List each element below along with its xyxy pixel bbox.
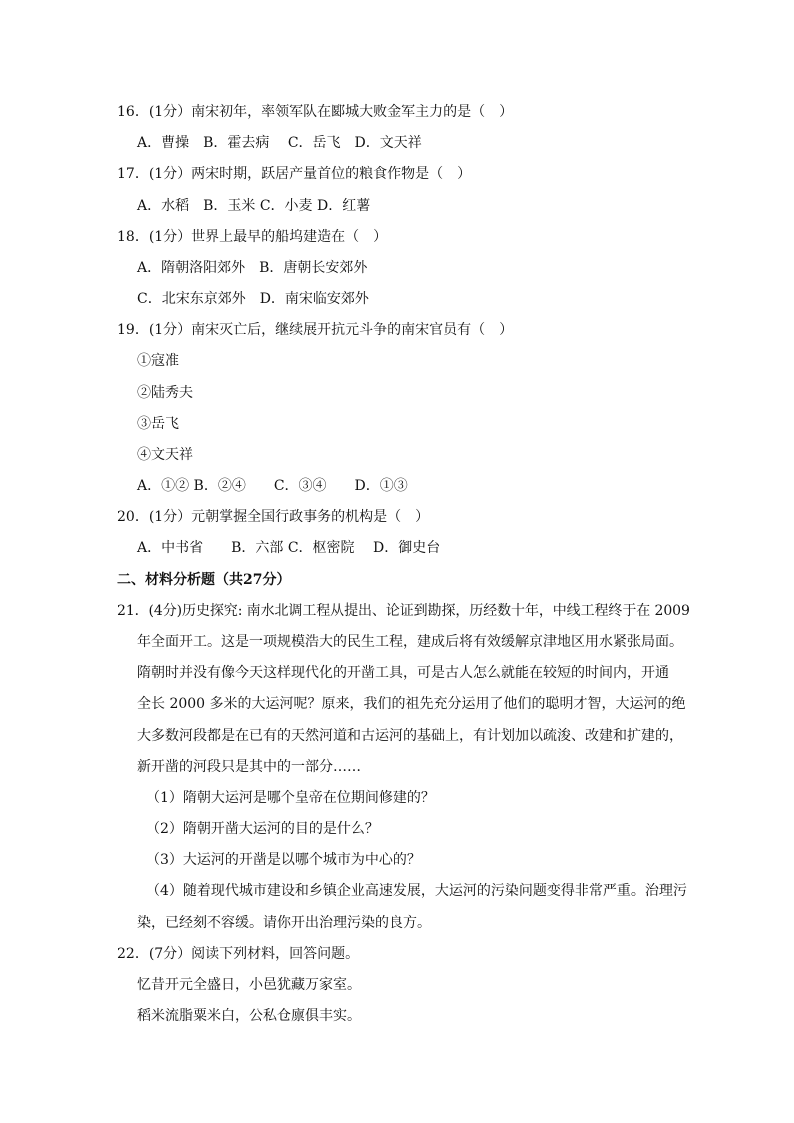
- question-21-subquestion: （2）隋朝开凿大运河的目的是什么？: [146, 821, 379, 837]
- question-21-text-line: 21．(4分)历史探究: 南水北调工程从提出、论证到勘探，历经数十年，中线工程终于在 2009: [117, 603, 690, 619]
- question-19-item: ③岳飞: [137, 416, 179, 432]
- question-18-options-row-1: A．隋朝洛阳郊外 B．唐朝长安郊外: [137, 260, 368, 276]
- question-19-options: A．①② B．②④ C．③④ D．①③: [137, 478, 408, 494]
- question-21-subquestion: （3）大运河的开凿是以哪个城市为中心的？: [146, 852, 421, 868]
- section-heading: 二、材料分析题（共27分）: [117, 572, 291, 588]
- question-22-stem: 22．(7分）阅读下列材料，回答问题。: [117, 946, 360, 962]
- question-20-options: A．中书省 B．六部 C．枢密院 D．御史台: [137, 540, 441, 556]
- question-21-text-line: 大多数河段都是在已有的天然河道和古运河的基础上，有计划加以疏浚、改建和扩建的，: [137, 728, 683, 744]
- question-21-text-line: 年全面开工。这是一项规模浩大的民生工程，建成后将有效缓解京津地区用水紧张局面。: [137, 634, 683, 650]
- question-19-item: ①寇准: [137, 353, 179, 369]
- question-17-options: A．水稻 B．玉米 C．小麦 D．红薯: [137, 198, 371, 214]
- question-21-subquestion: （1）隋朝大运河是哪个皇帝在位期间修建的？: [146, 790, 435, 806]
- question-18-options-row-2: C．北宋东京郊外 D．南宋临安郊外: [137, 291, 369, 307]
- question-21-text-line: 全长 2000 多米的大运河呢？原来，我们的祖先充分运用了他们的聪明才智，大运河的绝: [137, 696, 686, 712]
- question-18-stem: 18．(1分）世界上最早的船坞建造在（ ）: [117, 229, 388, 245]
- question-16-stem: 16．(1分）南宋初年，率领军队在郾城大败金军主力的是（ ）: [117, 104, 514, 120]
- question-21-text-line: 新开凿的河段只是其中的一部分……: [137, 759, 361, 775]
- question-21-subquestion-continued: 染，已经刻不容缓。请你开出治理污染的良方。: [137, 915, 431, 931]
- question-16-options: A．曹操 B．霍去病 C．岳飞 D．文天祥: [137, 135, 422, 151]
- question-22-poem-line: 稻米流脂粟米白，公私仓廪俱丰实。: [137, 1008, 361, 1024]
- question-21-subquestion: （4）随着现代城市建设和乡镇企业高速发展，大运河的污染问题变得非常严重。治理污: [146, 883, 687, 899]
- question-17-stem: 17．(1分）两宋时期，跃居产量首位的粮食作物是（ ）: [117, 166, 472, 182]
- question-19-item: ④文天祥: [137, 447, 193, 463]
- question-20-stem: 20．(1分）元朝掌握全国行政事务的机构是（ ）: [117, 509, 430, 525]
- question-21-text-line: 隋朝时并没有像今天这样现代化的开凿工具，可是古人怎么就能在较短的时间内，开通: [137, 665, 669, 681]
- question-19-stem: 19．(1分）南宋灭亡后，继续展开抗元斗争的南宋官员有（ ）: [117, 322, 514, 338]
- question-22-poem-line: 忆昔开元全盛日，小邑犹藏万家室。: [137, 977, 361, 993]
- question-19-item: ②陆秀夫: [137, 385, 193, 401]
